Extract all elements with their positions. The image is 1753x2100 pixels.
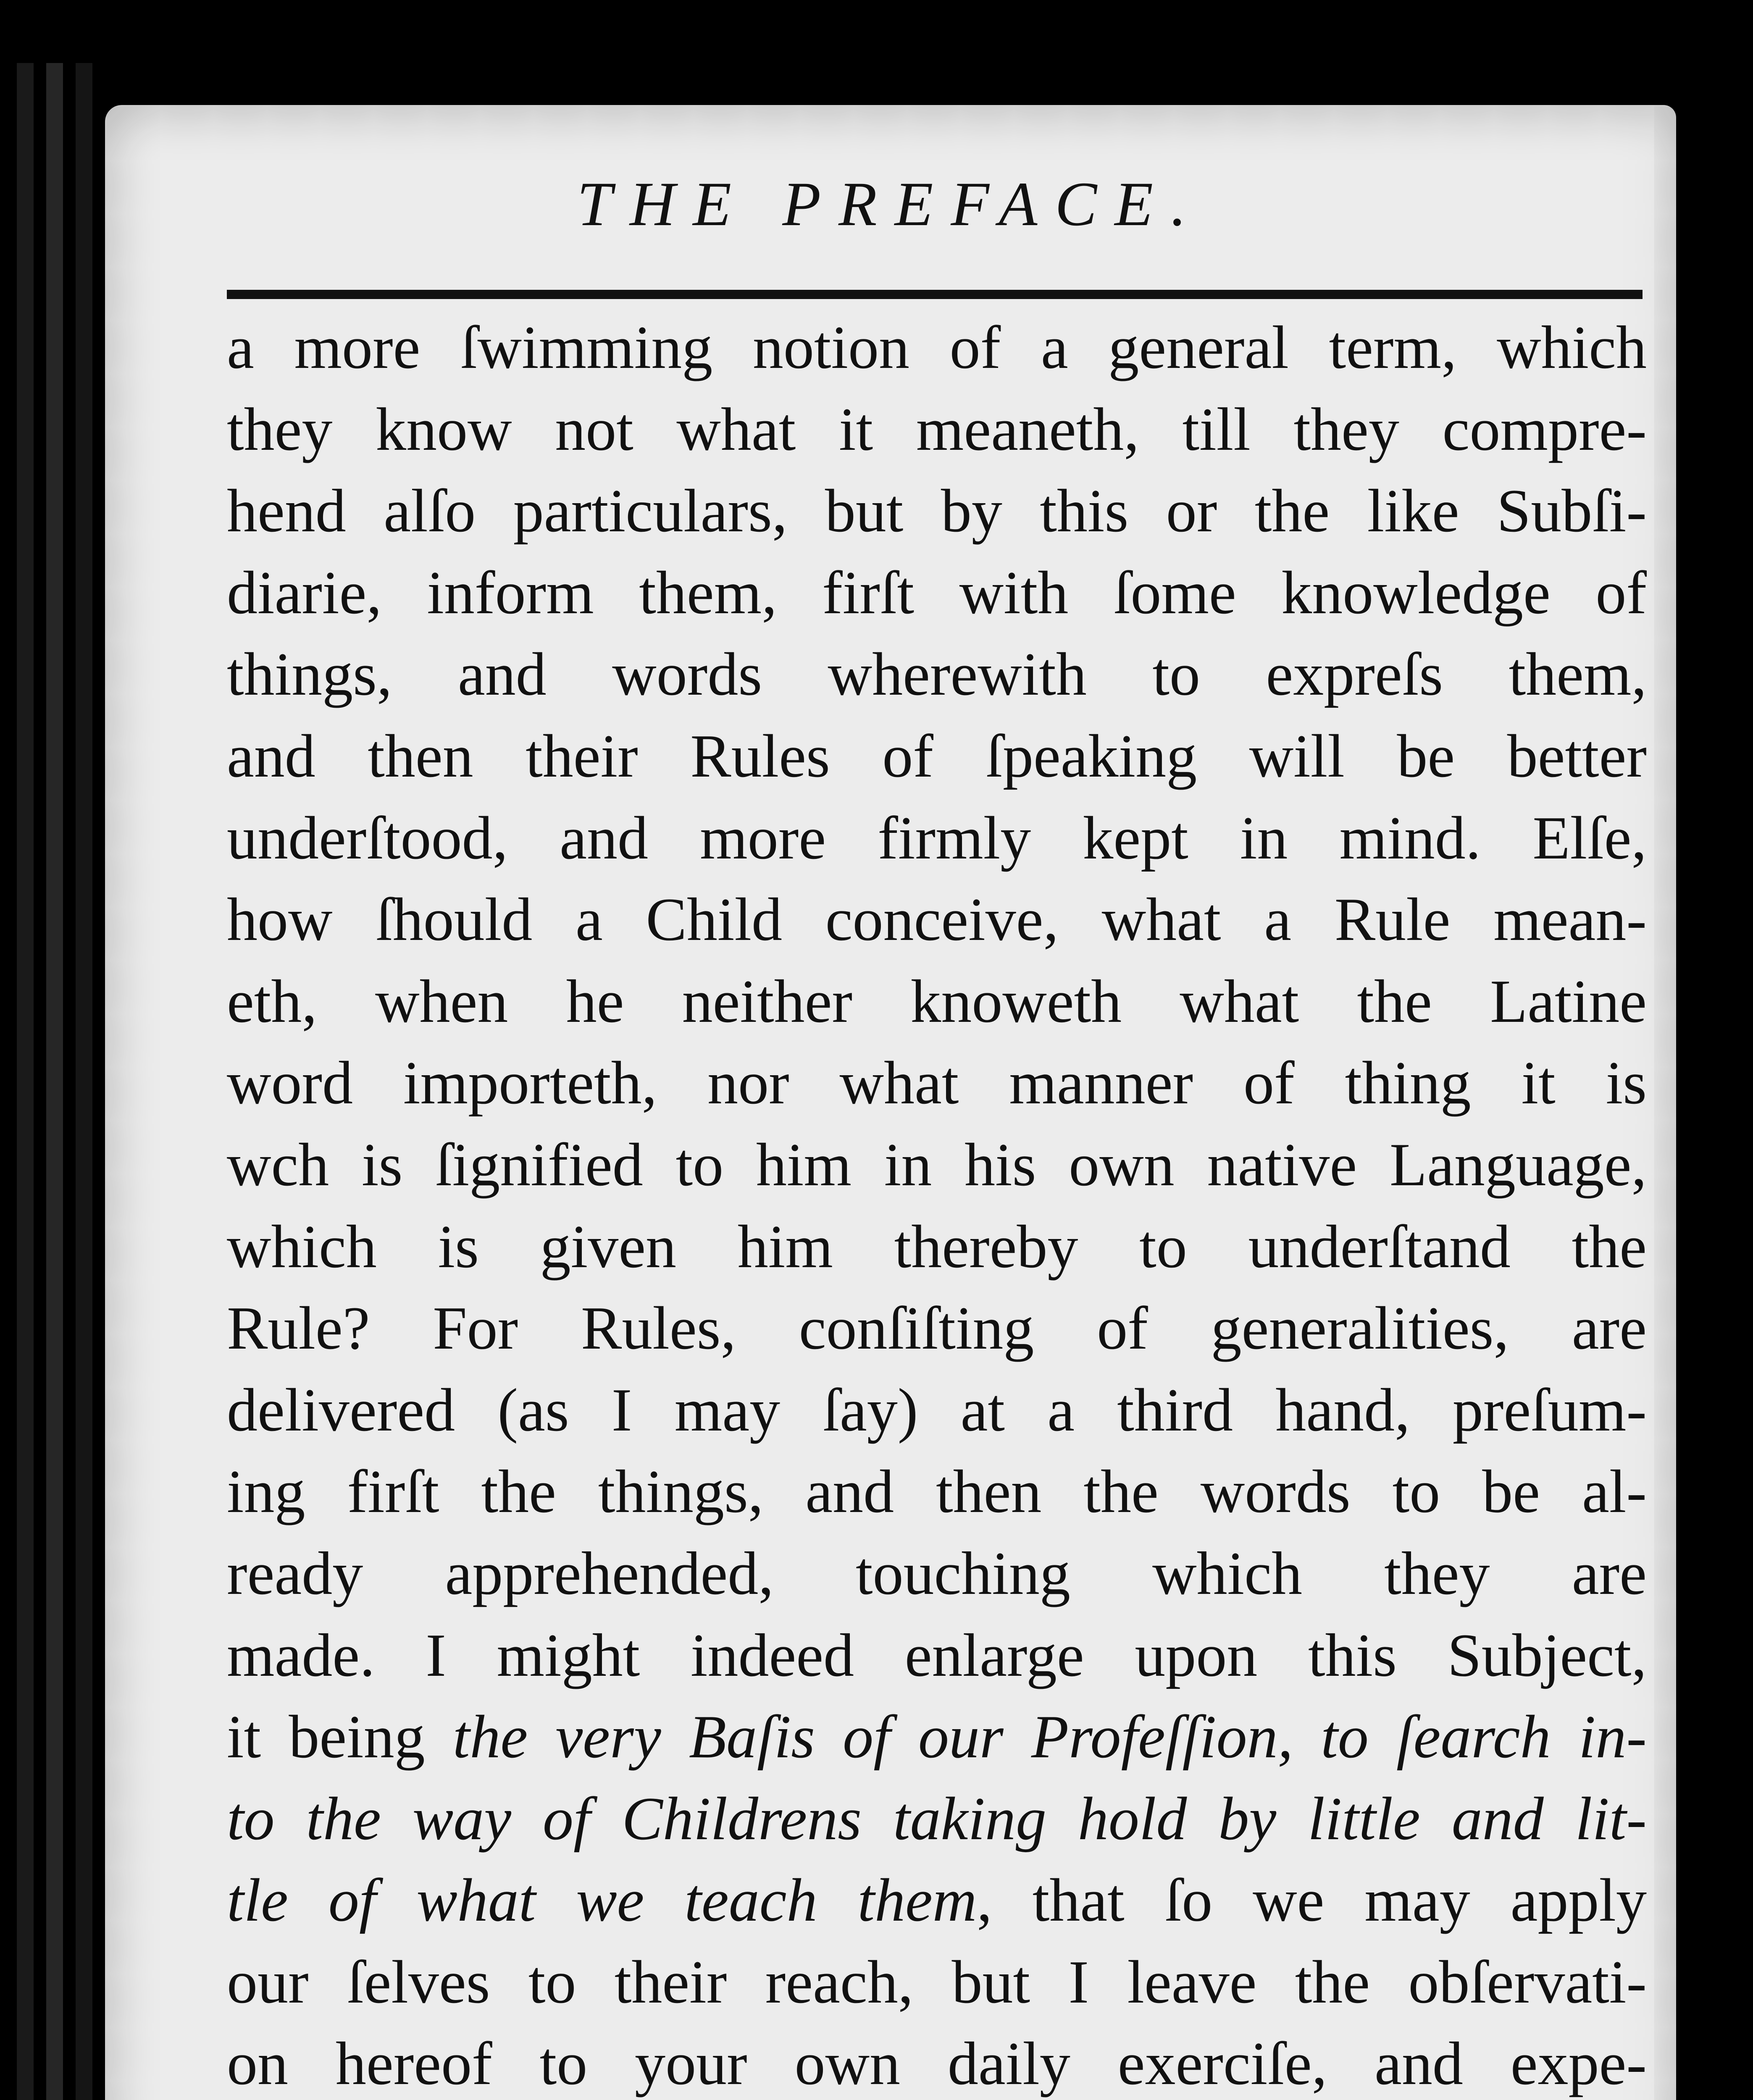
text-line xyxy=(227,797,1647,879)
text-run: a more ſwimming notion of a general term, which xyxy=(227,313,1647,381)
text-line xyxy=(227,1451,1647,1533)
text-run: eth, when he neither knoweth what the Latine xyxy=(227,967,1647,1035)
binding-strip xyxy=(76,63,92,2100)
text-run: our ſelves to their reach, but I leave the obſervati- xyxy=(227,1948,1647,2016)
text-run: Rule? For Rules, conſiſting of generalities, are xyxy=(227,1294,1647,1362)
italic-run: to the way of Childrens taking hold by little and lit- xyxy=(227,1784,1647,1853)
text-line xyxy=(227,1206,1647,1288)
text-run: word importeth, nor what manner of thing it is xyxy=(227,1049,1647,1117)
text-run: underſtood, and more firmly kept in mind. Elſe, xyxy=(227,803,1647,872)
text-run: on hereof to your own daily exerciſe, and expe- xyxy=(227,2029,1647,2098)
text-run: it being xyxy=(227,1703,453,1771)
text-run: how ſhould a Child conceive, what a Rule mean- xyxy=(227,885,1647,954)
binding-strip xyxy=(46,63,63,2100)
text-run: they know not what it meaneth, till they compre- xyxy=(227,395,1647,463)
text-run: , that ſo we may apply xyxy=(977,1866,1647,1935)
text-line xyxy=(227,470,1647,552)
text-run: delivered (as I may ſay) at a third hand, preſum- xyxy=(227,1376,1647,1444)
text-line xyxy=(227,879,1647,961)
body-text xyxy=(227,307,1647,2100)
text-line xyxy=(227,1614,1647,1696)
text-line xyxy=(227,2023,1647,2100)
text-line xyxy=(227,1369,1647,1451)
text-run: ready apprehended, touching which they are xyxy=(227,1539,1647,1607)
text-run: and then their Rules of ſpeaking will be better xyxy=(227,722,1647,790)
text-line xyxy=(227,1941,1647,2023)
text-line xyxy=(227,1533,1647,1614)
text-line xyxy=(227,633,1647,715)
text-line xyxy=(227,715,1647,797)
text-line xyxy=(227,1042,1647,1124)
text-run: wch is ſignified to him in his own native Language, xyxy=(227,1130,1647,1199)
text-run: things, and words wherewith to expreſs them, xyxy=(227,640,1647,709)
text-run: diarie, inform them, firſt with ſome knowledge of xyxy=(227,558,1647,627)
text-line xyxy=(227,961,1647,1042)
text-run: hend alſo particulars, but by this or the like Subſi- xyxy=(227,477,1647,545)
text-line xyxy=(227,1124,1647,1206)
binding-strip xyxy=(17,63,34,2100)
text-line xyxy=(227,388,1647,470)
header-rule xyxy=(227,290,1643,299)
italic-run: the very Baſis of our Profeſſion, to ſearch in- xyxy=(452,1703,1647,1771)
text-line xyxy=(227,307,1647,388)
book-page xyxy=(105,105,1676,2100)
text-line xyxy=(227,552,1647,634)
text-run: which is given him thereby to underſtand the xyxy=(227,1212,1647,1281)
text-line xyxy=(227,1696,1647,1778)
text-line xyxy=(227,1859,1647,1941)
running-head: THE PREFACE. xyxy=(577,169,1204,239)
text-run: ing firſt the things, and then the words to be al- xyxy=(227,1457,1647,1526)
italic-run: tle of what we teach them xyxy=(227,1866,977,1935)
text-line xyxy=(227,1287,1647,1369)
text-line xyxy=(227,1778,1647,1860)
text-run: made. I might indeed enlarge upon this Subject, xyxy=(227,1621,1647,1689)
